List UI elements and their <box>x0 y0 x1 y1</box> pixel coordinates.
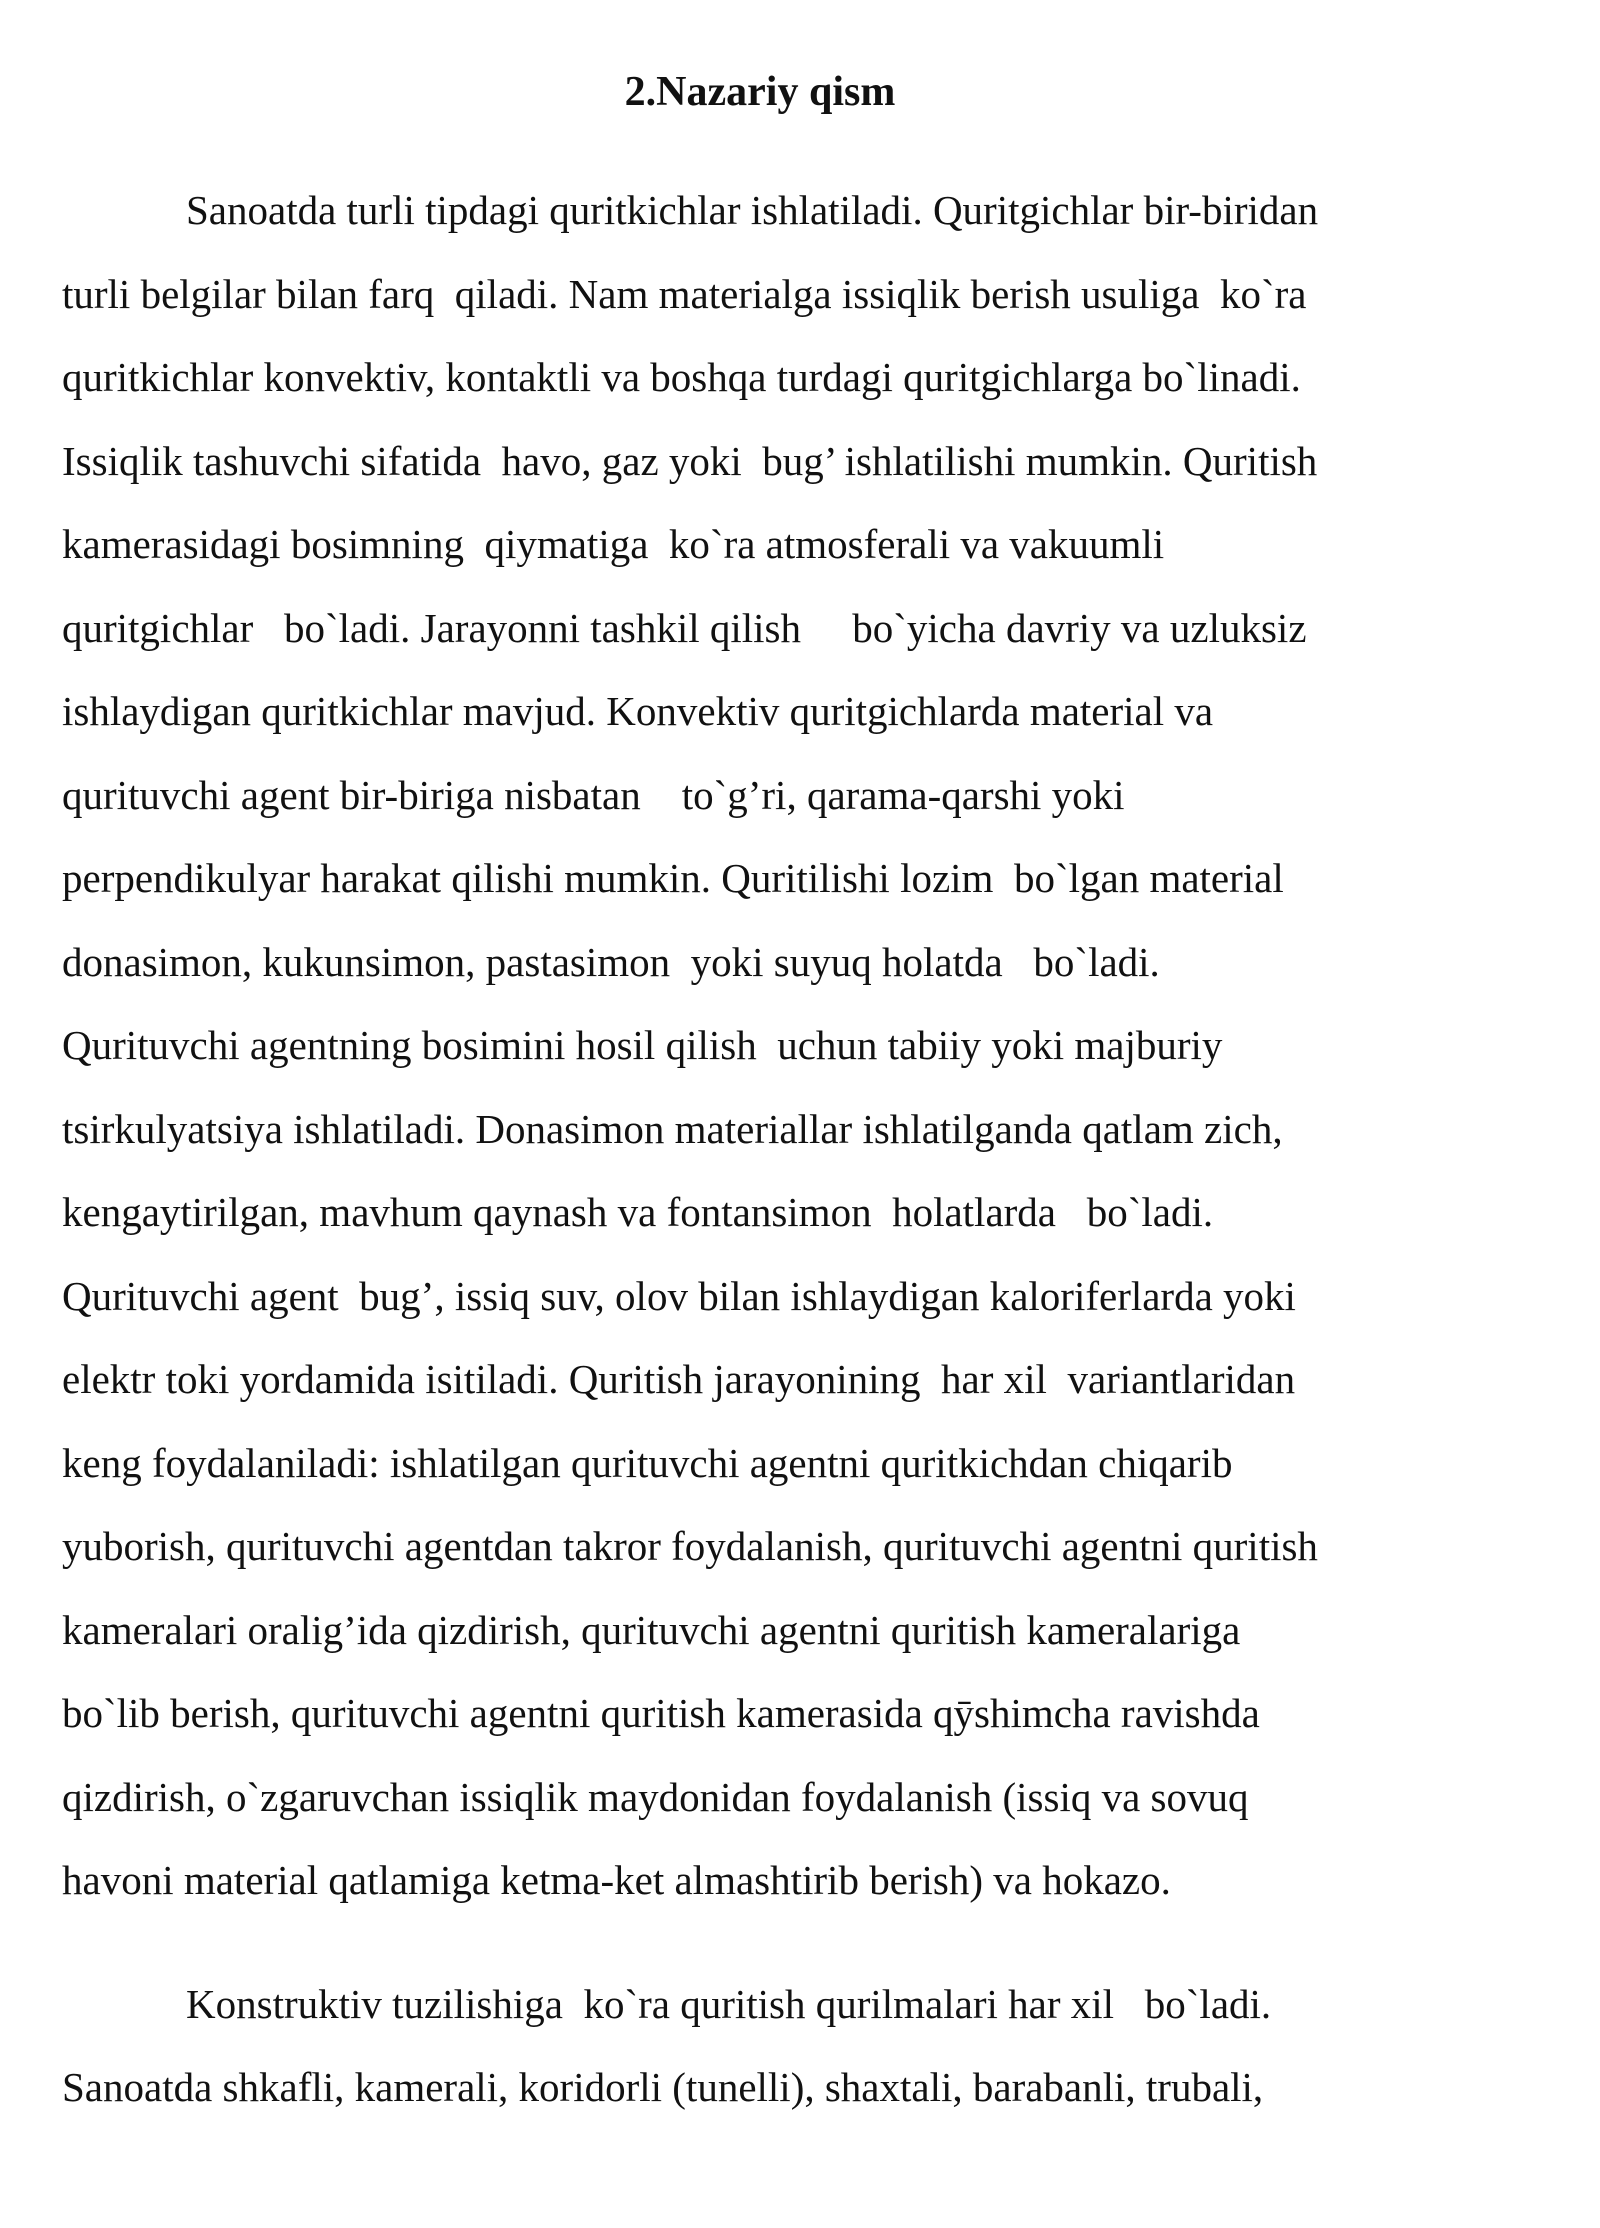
paragraph-1-line: ishlaydigan quritkichlar mavjud. Konvektiv quritgichlarda material va <box>62 688 1214 734</box>
paragraph-1-line: Qurituvchi agent bug’, issiq suv, olov bilan ishlaydigan kaloriferlarda yoki <box>62 1272 1296 1319</box>
paragraph-1-line: quritgichlar bo`ladi. Jarayonni tashkil qilish bo`yicha davriy va uzluksiz <box>62 604 1307 651</box>
paragraph-1-line: bo`lib berish, qurituvchi agentni quritish kamerasida qӯshimcha ravishda <box>62 1690 1260 1736</box>
paragraph-1-line: donasimon, kukunsimon, pastasimon yoki suyuq holatda bo`ladi. <box>62 938 1160 985</box>
paragraph-1-line: quritkichlar konvektiv, kontaktli va boshqa turdagi quritgichlarga bo`linadi. <box>62 354 1301 400</box>
section-heading: 2.Nazariy qism <box>624 69 896 115</box>
paragraph-1-line: perpendikulyar harakat qilishi mumkin. Quritilishi lozim bo`lgan material <box>62 855 1284 901</box>
paragraph-1-line: Issiqlik tashuvchi sifatida havo, gaz yoki bug’ ishlatilishi mumkin. Quritish <box>62 437 1318 484</box>
paragraph-1-line: qurituvchi agent bir-biriga nisbatan to`g’ri, qarama-qarshi yoki <box>62 771 1125 818</box>
paragraph-1-line: Sanoatda turli tipdagi quritkichlar ishlatiladi. Quritgichlar bir-biridan <box>186 187 1319 233</box>
document-body <box>62 180 1562 2141</box>
paragraph-1-line: qizdirish, o`zgaruvchan issiqlik maydonidan foydalanish (issiq va sovuq <box>62 1773 1249 1820</box>
paragraph-2-line: Konstruktiv tuzilishiga ko`ra quritish qurilmalari har xil bo`ladi. <box>186 1980 1272 2027</box>
paragraph-gap <box>62 1934 1562 1974</box>
paragraph-1-line: havoni material qatlamiga ketma-ket almashtirib berish) va hokazo. <box>62 1857 1171 1903</box>
paragraph-2-line: Sanoatda shkafli, kamerali, koridorli (tunelli), shaxtali, barabanli, trubali, <box>62 2064 1264 2110</box>
paragraph-1-line: turli belgilar bilan farq qiladi. Nam materialga issiqlik berish usuliga ko`ra <box>62 270 1307 317</box>
paragraph-1-line: tsirkulyatsiya ishlatiladi. Donasimon materiallar ishlatilganda qatlam zich, <box>62 1105 1283 1152</box>
paragraph-1-line: keng foydalaniladi: ishlatilgan qurituvchi agentni quritkichdan chiqarib <box>62 1439 1233 1486</box>
paragraph-1-line: Qurituvchi agentning bosimini hosil qilish uchun tabiiy yoki majburiy <box>62 1022 1223 1068</box>
paragraph-1-line: kengaytirilgan, mavhum qaynash va fontansimon holatlarda bo`ladi. <box>62 1189 1214 1235</box>
paragraph-1-line: kameralari oralig’ida qizdirish, qurituvchi agentni quritish kameralariga <box>62 1606 1241 1653</box>
paragraph-1-line: kamerasidagi bosimning qiymatiga ko`ra atmosferali va vakuumli <box>62 521 1165 567</box>
paragraph-1-line: yuborish, qurituvchi agentdan takror foydalanish, qurituvchi agentni quritish <box>62 1523 1318 1569</box>
paragraph-1-line: elektr toki yordamida isitiladi. Quritish jarayonining har xil variantlaridan <box>62 1356 1296 1402</box>
